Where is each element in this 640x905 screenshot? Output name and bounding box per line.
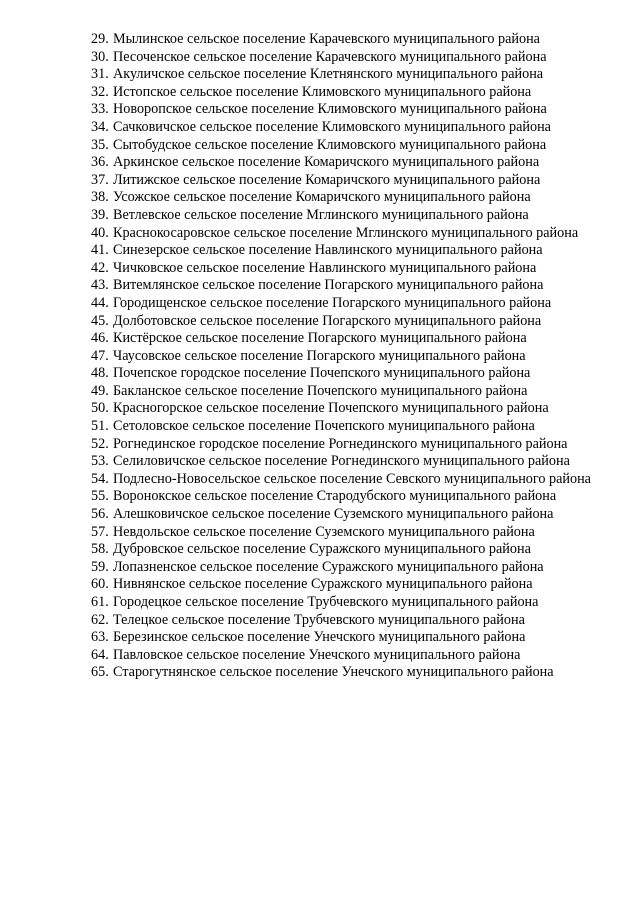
list-item	[91, 348, 606, 366]
item-text: Кистёрское сельское поселение Погарского муниципального района	[113, 330, 527, 347]
item-number: 37.	[91, 171, 109, 188]
item-text: Литижское сельское поселение Комаричского муниципального района	[113, 171, 541, 188]
list-item	[91, 383, 606, 401]
list-item	[91, 576, 606, 594]
item-text: Селиловичское сельское поселение Рогнединского муниципального района	[113, 453, 570, 470]
list-item	[91, 524, 606, 542]
item-text: Витемлянское сельское поселение Погарского муниципального района	[113, 277, 544, 294]
item-number: 57.	[91, 523, 109, 540]
item-number: 55.	[91, 488, 109, 505]
list-item	[91, 400, 606, 418]
item-text: Подлесно-Новосельское сельское поселение Севского муниципального района	[113, 470, 591, 487]
item-number: 63.	[91, 629, 109, 646]
item-text: Старогутнянское сельское поселение Унечского муниципального района	[113, 664, 554, 681]
list-item	[91, 84, 606, 102]
item-number: 59.	[91, 558, 109, 575]
item-text: Лопазненское сельское поселение Суражского муниципального района	[113, 558, 544, 575]
item-text: Сачковичское сельское поселение Климовского муниципального района	[113, 118, 551, 135]
list-item	[91, 471, 606, 489]
list-item	[91, 664, 606, 682]
item-text: Акуличское сельское поселение Клетнянского муниципального района	[113, 66, 544, 83]
list-item	[91, 137, 606, 155]
item-number: 46.	[91, 330, 109, 347]
list-item	[91, 506, 606, 524]
item-text: Истопское сельское поселение Климовского муниципального района	[113, 83, 532, 100]
item-number: 33.	[91, 101, 109, 118]
list-item	[91, 488, 606, 506]
item-number: 51.	[91, 418, 109, 435]
item-text: Городищенское сельское поселение Погарского муниципального района	[113, 294, 552, 311]
item-number: 56.	[91, 506, 109, 523]
item-text: Городецкое сельское поселение Трубчевского муниципального района	[113, 594, 539, 610]
item-text: Сетоловское сельское поселение Почепского муниципального района	[113, 418, 535, 435]
list-item	[91, 172, 606, 190]
item-number: 64.	[91, 646, 109, 663]
item-number: 53.	[91, 453, 109, 470]
item-text: Песоченское сельское поселение Карачевского муниципального района	[113, 48, 547, 65]
item-number: 48.	[91, 365, 109, 382]
list-item	[91, 207, 606, 225]
item-text: Почепское городское поселение Почепского муниципального района	[113, 365, 531, 382]
item-text: Усожское сельское поселение Комаричского муниципального района	[113, 189, 531, 206]
item-text: Чаусовское сельское поселение Погарского муниципального района	[113, 347, 526, 364]
list-item	[91, 49, 606, 67]
item-text: Алешковичское сельское поселение Суземского муниципального района	[113, 506, 554, 523]
list-item	[91, 629, 606, 647]
item-number: 44.	[91, 294, 109, 311]
list-item	[91, 260, 606, 278]
list-item	[91, 295, 606, 313]
item-number: 29.	[91, 31, 109, 47]
list-item	[91, 277, 606, 295]
item-text: Мылинское сельское поселение Карачевского муниципального района	[113, 31, 540, 47]
item-number: 50.	[91, 400, 109, 417]
list-item	[91, 313, 606, 331]
item-number: 54.	[91, 470, 109, 487]
item-text: Воронокское сельское поселение Стародубского муниципального района	[113, 488, 557, 505]
item-number: 31.	[91, 66, 109, 83]
item-number: 45.	[91, 312, 109, 329]
item-text: Краснокосаровское сельское поселение Мглинского муниципального района	[113, 224, 579, 241]
settlement-list	[91, 31, 606, 682]
item-text: Телецкое сельское поселение Трубчевского муниципального района	[113, 611, 525, 628]
list-item	[91, 436, 606, 454]
list-item	[91, 559, 606, 577]
item-text: Нивнянское сельское поселение Суражского муниципального района	[113, 576, 533, 593]
item-text: Красногорское сельское поселение Почепского муниципального района	[113, 400, 549, 417]
item-number: 47.	[91, 347, 109, 364]
item-text: Сытобудское сельское поселение Климовского муниципального района	[113, 136, 547, 153]
item-text: Павловское сельское поселение Унечского муниципального района	[113, 646, 521, 663]
item-number: 35.	[91, 136, 109, 153]
list-item	[91, 66, 606, 84]
list-item	[91, 647, 606, 665]
item-number: 65.	[91, 664, 109, 681]
item-number: 38.	[91, 189, 109, 206]
list-item	[91, 612, 606, 630]
item-number: 60.	[91, 576, 109, 593]
item-number: 36.	[91, 154, 109, 171]
item-number: 43.	[91, 277, 109, 294]
item-number: 40.	[91, 224, 109, 241]
item-text: Аркинское сельское поселение Комаричского муниципального района	[113, 154, 540, 171]
list-item	[91, 119, 606, 137]
item-text: Новоропское сельское поселение Климовского муниципального района	[113, 101, 547, 118]
item-number: 61.	[91, 594, 109, 610]
list-item	[91, 418, 606, 436]
item-text: Дубровское сельское поселение Суражского муниципального района	[113, 541, 531, 558]
item-text: Синезерское сельское поселение Навлинского муниципального района	[113, 242, 543, 259]
item-number: 41.	[91, 242, 109, 259]
list-item	[91, 101, 606, 119]
list-item	[91, 365, 606, 383]
item-text: Чичковское сельское поселение Навлинского муниципального района	[113, 259, 537, 276]
item-number: 49.	[91, 382, 109, 399]
list-item	[91, 154, 606, 172]
list-item	[91, 541, 606, 559]
list-item	[91, 225, 606, 243]
item-number: 30.	[91, 48, 109, 65]
list-item	[91, 31, 606, 49]
item-text: Рогнединское городское поселение Рогнединского муниципального района	[113, 435, 568, 452]
item-text: Невдольское сельское поселение Суземского муниципального района	[113, 523, 535, 540]
item-text: Бакланское сельское поселение Почепского муниципального района	[113, 382, 528, 399]
item-number: 58.	[91, 541, 109, 558]
item-number: 34.	[91, 118, 109, 135]
item-number: 62.	[91, 611, 109, 628]
item-number: 39.	[91, 206, 109, 223]
item-number: 42.	[91, 259, 109, 276]
item-text: Ветлевское сельское поселение Мглинского муниципального района	[113, 206, 529, 223]
list-item	[91, 453, 606, 471]
item-text: Долботовское сельское поселение Погарского муниципального района	[113, 312, 542, 329]
list-item	[91, 594, 606, 612]
list-item	[91, 242, 606, 260]
item-number: 32.	[91, 83, 109, 100]
list-item	[91, 330, 606, 348]
list-item	[91, 189, 606, 207]
item-text: Березинское сельское поселение Унечского муниципального района	[113, 629, 526, 646]
item-number: 52.	[91, 435, 109, 452]
